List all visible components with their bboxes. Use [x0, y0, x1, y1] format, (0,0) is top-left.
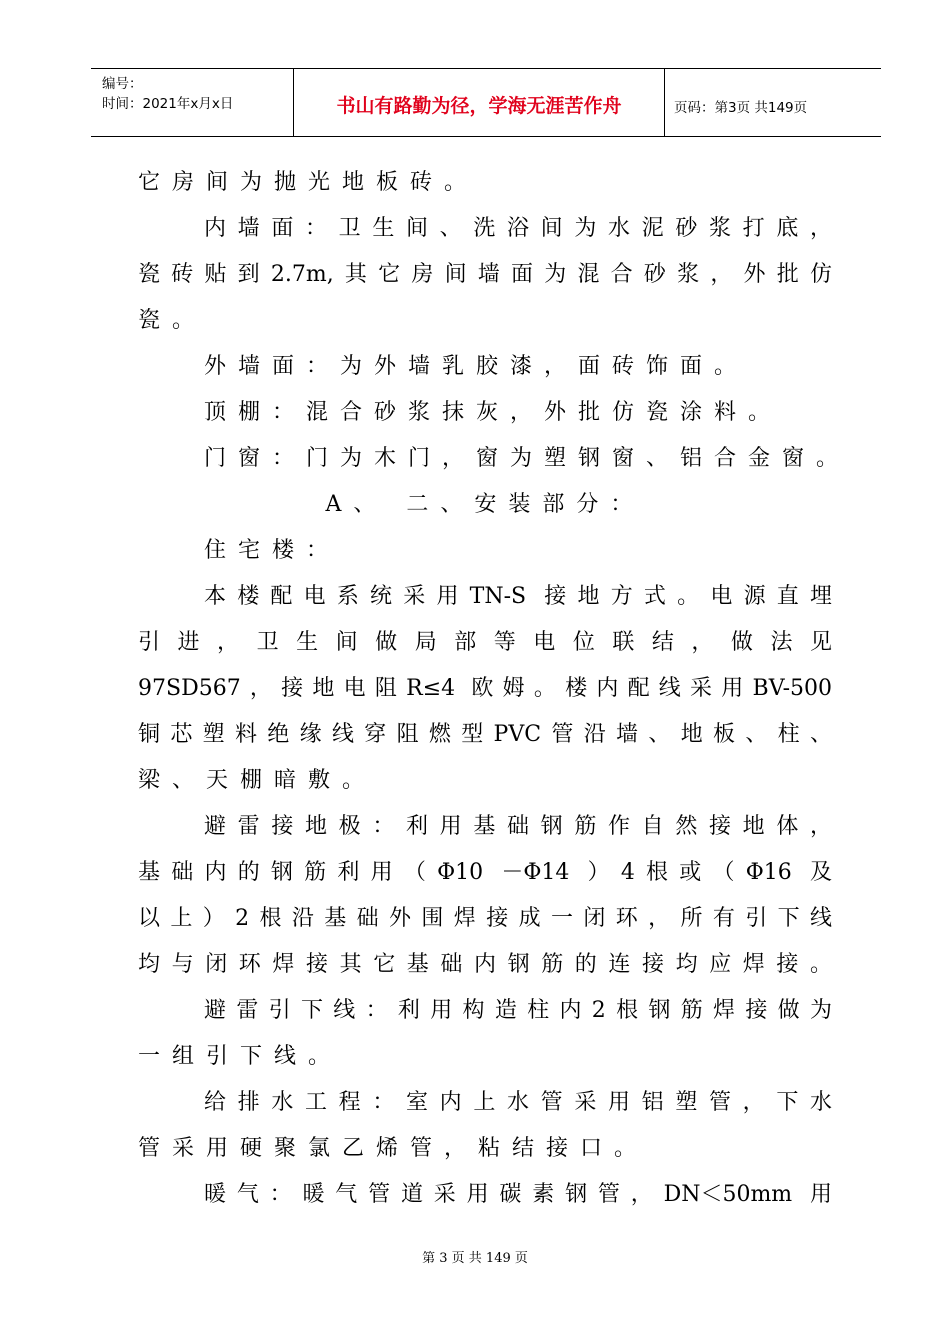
- text-line: 瓷砖贴到2.7m,其它房间墙面为混合砂浆，外批仿: [138, 262, 832, 287]
- header-left-cell: [91, 69, 293, 136]
- text-line: 均与闭环焊接其它基础内钢筋的连接均应焊接。: [138, 952, 832, 977]
- motto: 书山有路勤为径，学海无涯苦作舟: [336, 95, 622, 117]
- text-line: 外墙面：为外墙乳胶漆，面砖饰面。: [204, 354, 749, 379]
- text-line: 暖气：暖气管道采用碳素钢管，DN＜50mm 用: [204, 1182, 832, 1207]
- text-line: 管采用硬聚氯乙烯管，粘结接口。: [138, 1136, 649, 1161]
- text-line: 避雷接地极：利用基础钢筋作自然接地体，: [204, 814, 832, 839]
- page-code: 页码：第3页 共149页: [674, 100, 808, 116]
- text-line: 它房间为抛光地板砖。: [138, 170, 479, 195]
- section-heading: A、 二、安装部分：: [325, 492, 645, 517]
- text-line: 本楼配电系统采用TN-S 接地方式。电源直埋: [204, 584, 832, 609]
- text-line: 瓷。: [138, 308, 207, 333]
- text-line: 给排水工程：室内上水管采用铝塑管，下水: [204, 1090, 832, 1115]
- header-motto-cell: [293, 69, 665, 136]
- text-line: 铜芯塑料绝缘线穿阻燃型PVC管沿墙、地板、柱、: [138, 722, 832, 747]
- header-page-cell: [665, 69, 881, 136]
- body-text: [138, 160, 851, 1218]
- text-line: 梁、天棚暗敷。: [138, 768, 377, 793]
- text-line: 门窗：门为木门，窗为塑钢窗、铝合金窗。: [204, 446, 851, 471]
- text-line: 以上）2根沿基础外围焊接成一闭环，所有引下线: [138, 906, 832, 931]
- text-line: 97SD567，接地电阻R≤4 欧姆。楼内配线采用BV-500: [138, 676, 832, 701]
- text-line: 内墙面：卫生间、洗浴间为水泥砂浆打底，: [204, 216, 832, 241]
- number-label: 编号：: [102, 76, 143, 92]
- time-label: 时间：2021年x月x日: [102, 96, 234, 112]
- text-line: 引进，卫生间做局部等电位联结，做法见: [138, 630, 832, 655]
- text-line: 顶棚：混合砂浆抹灰，外批仿瓷涂料。: [204, 400, 783, 425]
- text-line: 一组引下线。: [138, 1044, 343, 1069]
- text-line: 住宅楼：: [204, 538, 341, 563]
- page-footer: 第 3 页 共 149 页: [422, 1251, 528, 1266]
- text-line: 基础内的钢筋利用（Φ10 －Φ14 ）4根或（Φ16 及: [138, 860, 832, 885]
- text-line: 避雷引下线：利用构造柱内2根钢筋焊接做为: [204, 998, 832, 1023]
- header-table: [91, 68, 881, 137]
